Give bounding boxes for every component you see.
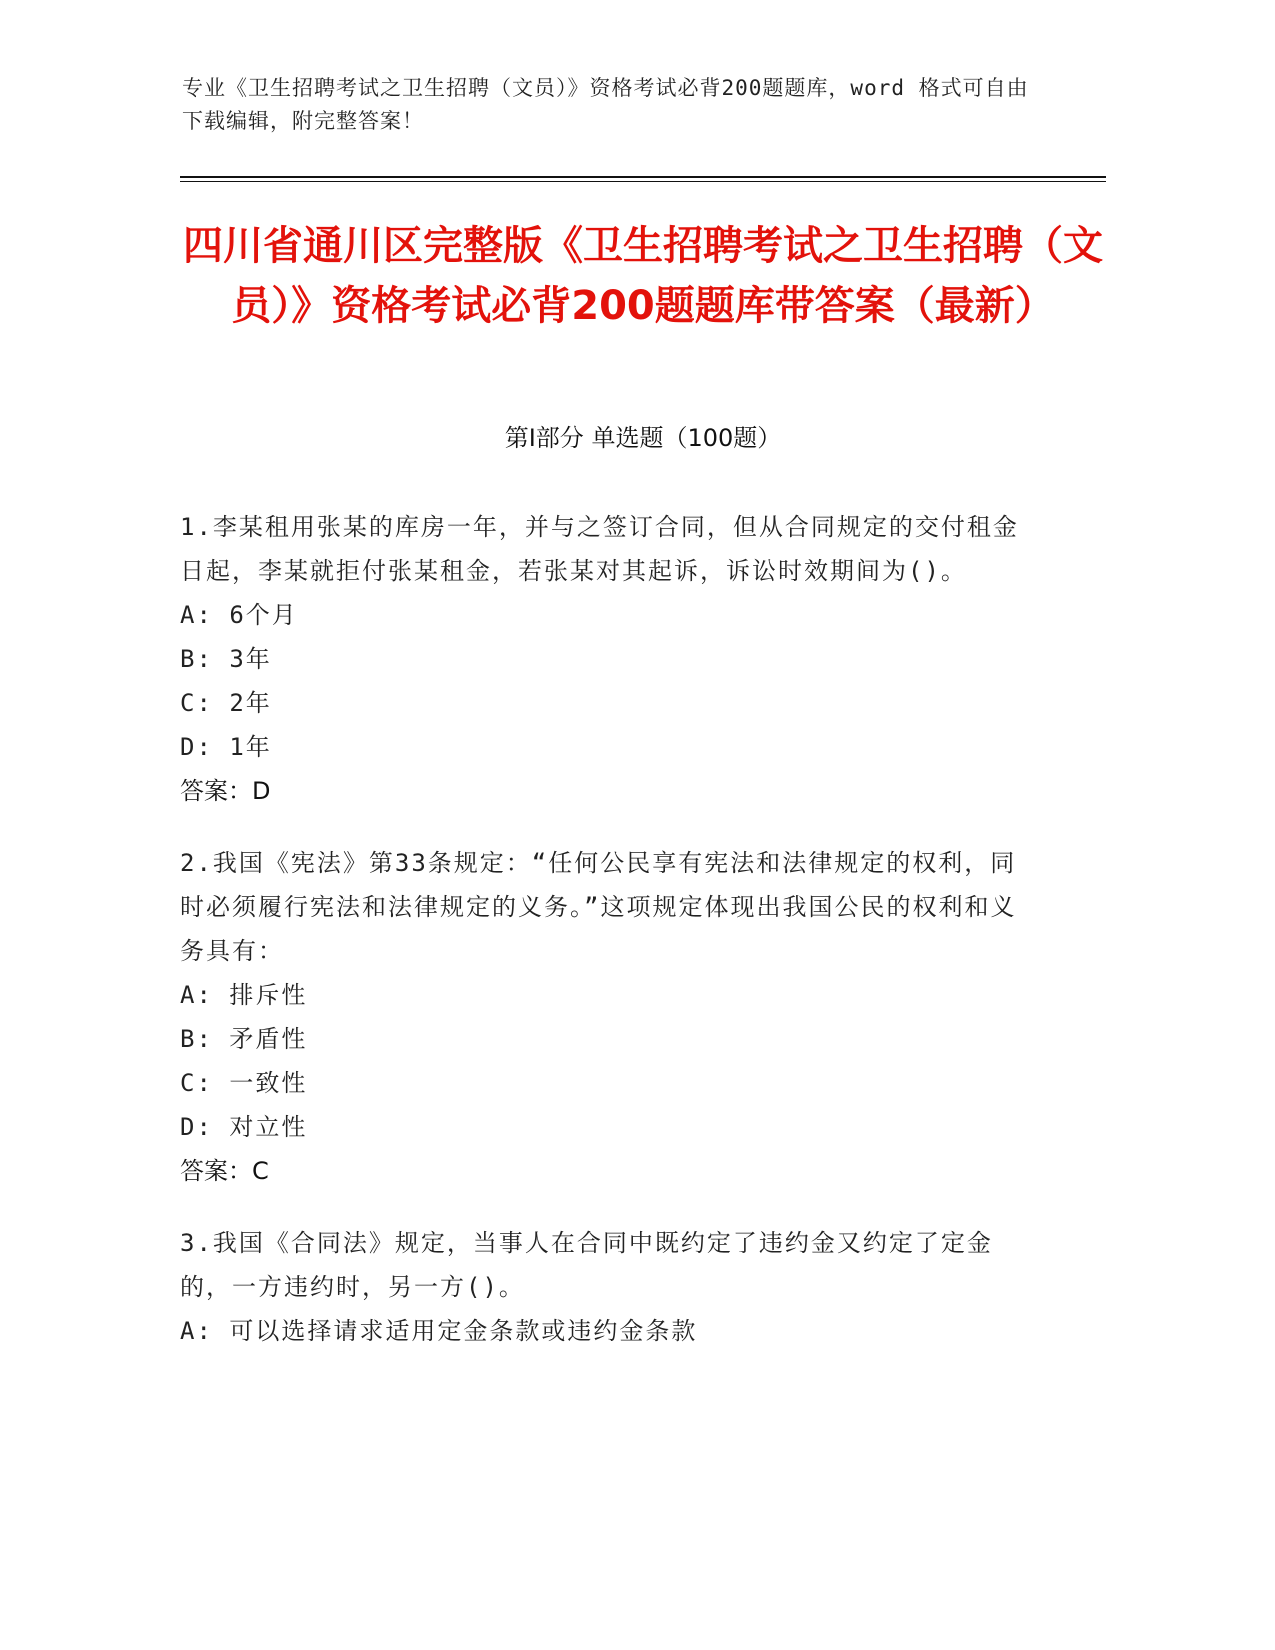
option-b: B: 3年 [180,645,272,673]
option-d: D: 1年 [180,733,272,761]
answer: 答案：C [180,1157,269,1185]
header-divider-thin [180,181,1106,182]
question-1 [180,505,1040,813]
header-note: 专业《卫生招聘考试之卫生招聘（文员）》资格考试必背200题题库，word 格式可自由下载编辑，附完整答案！ [182,76,1029,133]
option-d: D: 对立性 [180,1113,308,1141]
question-3 [180,1221,1040,1353]
question-stem: 2.我国《宪法》第33条规定：“任何公民享有宪法和法律规定的权利，同时必须履行宪法和法律规定的义务。”这项规定体现出我国公民的权利和义务具有： [180,849,1017,965]
option-a: A: 6个月 [180,601,298,629]
option-a: A: 排斥性 [180,981,308,1009]
question-stem: 3.我国《合同法》规定，当事人在合同中既约定了违约金又约定了定金的，一方违约时，另一方()。 [180,1229,993,1301]
option-b: B: 矛盾性 [180,1025,308,1053]
header-divider-thick [180,176,1106,178]
question-list [180,505,1040,1381]
document-title: 四川省通川区完整版《卫生招聘考试之卫生招聘（文员）》资格考试必背200题题库带答案（最新） [183,223,1103,329]
option-c: C: 2年 [180,689,272,717]
question-2 [180,841,1040,1193]
answer: 答案：D [180,777,271,805]
question-stem: 1.李某租用张某的库房一年，并与之签订合同，但从合同规定的交付租金日起，李某就拒付张某租金，若张某对其起诉，诉讼时效期间为()。 [180,513,1019,585]
option-c: C: 一致性 [180,1069,308,1097]
section-title: 第Ⅰ部分 单选题（100题） [504,424,782,452]
option-a: A: 可以选择请求适用定金条款或违约金条款 [180,1317,698,1345]
